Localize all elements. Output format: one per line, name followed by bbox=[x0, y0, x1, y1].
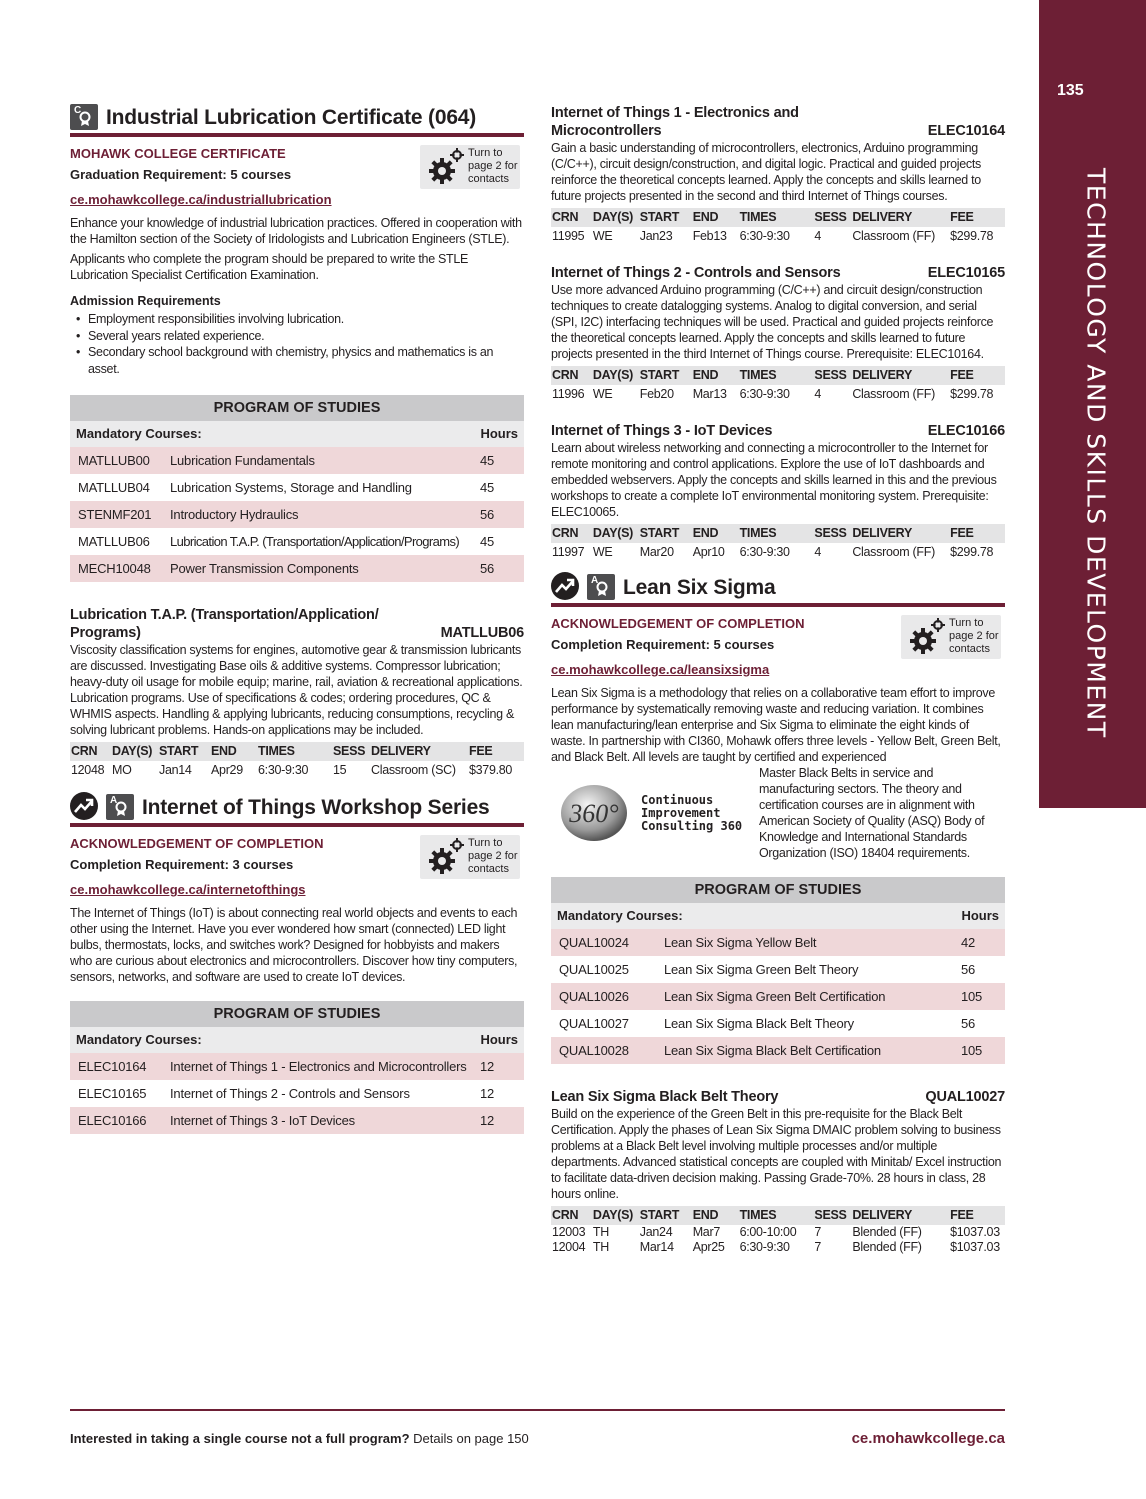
course-description: Gain a basic understanding of microcontrollers, electronics, Arduino programming (C/C++), circuit design/construction, and digital logic. Practical and guided projects reinforce the theoretical concepts learned. Apply the concepts and skills learned to future projects presented in the second and third Internet of Things courses. bbox=[551, 141, 981, 203]
lss-cert-info bbox=[551, 615, 1005, 679]
admission-list bbox=[70, 311, 524, 377]
list-item: • Several years related experience. bbox=[88, 328, 524, 345]
completion-requirement: Completion Requirement: 3 courses bbox=[70, 857, 294, 872]
course-code: QUAL10027 bbox=[925, 1089, 1005, 1105]
table-row: 12003 TH Jan24 Mar7 6:00-10:00 7 Blended (FF) $1037.03 bbox=[552, 1225, 1000, 1239]
contacts-note: Turn to page 2 for contacts bbox=[420, 145, 520, 189]
footer-note: Interested in taking a single course not a full program? Details on page 150 bbox=[70, 1431, 529, 1446]
iot-cert-info bbox=[70, 835, 524, 899]
table-row: MATLLUB00 Lubrication Fundamentals 45 bbox=[70, 447, 524, 474]
list-item: • Employment responsibilities involving lubrication. bbox=[88, 311, 524, 328]
program-of-studies-table bbox=[70, 395, 524, 582]
trending-up-icon bbox=[551, 572, 579, 600]
left-column bbox=[70, 104, 524, 1134]
course-description: Build on the experience of the Green Belt in this pre-requisite for the Black Belt Certification. Apply the phases of Lean Six Sigma DMAIC problem solving to business problems at a Black Belt level involving multiple processes and/or multiple departments. Advanced statistical concepts are coupled with Minitab/ Excel instruction to facilitate data-driven decision making. Passing Grade-70%. 28 hours in class, 28 hours online. bbox=[551, 1107, 1002, 1201]
footer-divider bbox=[70, 1409, 1005, 1411]
course-title: Internet of Things 1 - Electronics and Microcontrollers bbox=[551, 105, 799, 139]
section-title: Industrial Lubrication Certificate (064) bbox=[106, 106, 477, 129]
section-title: Internet of Things Workshop Series bbox=[142, 796, 490, 819]
table-row: QUAL10024 Lean Six Sigma Yellow Belt 42 bbox=[551, 929, 1005, 956]
acknowledgement-badge-icon: A bbox=[106, 794, 134, 820]
list-item: • Secondary school background with chemistry, physics and mathematics is an asset. bbox=[88, 344, 524, 377]
ci360-name: Continuous Improvement Consulting 360 bbox=[641, 792, 743, 833]
schedule-header: CRN DAY(S) START END TIMES SESS DELIVERY FEE bbox=[551, 1206, 1005, 1225]
section-side-title: TECHNOLOGY AND SKILLS DEVELOPMENT bbox=[1081, 168, 1111, 739]
schedule-table bbox=[551, 1206, 1005, 1255]
course-title: Internet of Things 3 - IoT Devices bbox=[551, 423, 773, 439]
certificate-type: MOHAWK COLLEGE CERTIFICATE bbox=[70, 146, 286, 161]
schedule-header: CRN DAY(S) START END TIMES SESS DELIVERY FEE bbox=[551, 208, 1005, 227]
schedule-header: CRN DAY(S) START END TIMES SESS DELIVERY FEE bbox=[551, 524, 1005, 543]
course-iot-2 bbox=[551, 264, 1005, 404]
graduation-requirement: Graduation Requirement: 5 courses bbox=[70, 167, 292, 182]
acknowledgement-badge-icon: A bbox=[587, 574, 615, 600]
course-title: Internet of Things 2 - Controls and Sensors bbox=[551, 265, 841, 281]
program-description: Enhance your knowledge of industrial lubrication practices. Offered in cooperation with the Hamilton section of the Society of Iridologists and Lubrication Engineers (STLE). bbox=[70, 216, 522, 246]
certificate-badge-icon: C bbox=[70, 104, 98, 130]
table-subheader: Mandatory Courses: Hours bbox=[70, 421, 524, 447]
iot-heading bbox=[70, 792, 524, 827]
program-link[interactable]: ce.mohawkcollege.ca/leansixsigma bbox=[551, 662, 770, 677]
table-row: 12004 TH Mar14 Apr25 6:30-9:30 7 Blended (FF) $1037.03 bbox=[552, 1240, 1000, 1254]
right-column bbox=[551, 104, 1005, 1255]
page-number: 135 bbox=[1057, 82, 1084, 99]
lubrication-cert-info bbox=[70, 145, 524, 209]
certificate-type: ACKNOWLEDGEMENT OF COMPLETION bbox=[551, 616, 805, 631]
table-row: QUAL10025 Lean Six Sigma Green Belt Theory 56 bbox=[559, 962, 976, 977]
table-row: 11995 WE Jan23 Feb13 6:30-9:30 4 Classroom (FF) $299.78 bbox=[552, 229, 994, 243]
admission-heading: Admission Requirements bbox=[70, 294, 221, 308]
program-description-2: Master Black Belts in service and manufacturing sectors. The theory and certification courses are in alignment with American Society of Quality (ASQ) Body of Knowledge and International Standards Organization (ISO) 18404 requirements. bbox=[759, 766, 985, 860]
schedule-header: CRN DAY(S) START END TIMES SESS DELIVERY FEE bbox=[551, 366, 1005, 385]
completion-requirement: Completion Requirement: 5 courses bbox=[551, 637, 775, 652]
lss-heading bbox=[551, 572, 1005, 607]
course-code: ELEC10166 bbox=[927, 423, 1005, 439]
table-title: PROGRAM OF STUDIES bbox=[70, 395, 524, 421]
table-title: PROGRAM OF STUDIES bbox=[551, 877, 1005, 903]
certificate-type: ACKNOWLEDGEMENT OF COMPLETION bbox=[70, 836, 324, 851]
course-iot-3 bbox=[551, 422, 1005, 562]
course-code: MATLLUB06 bbox=[440, 625, 524, 641]
ci360-logo bbox=[557, 781, 631, 845]
table-row: QUAL10027 Lean Six Sigma Black Belt Theory 56 bbox=[559, 1016, 976, 1031]
program-description-2: Applicants who complete the program should be prepared to write the STLE Lubrication Specialist Certification Examination. bbox=[70, 252, 469, 282]
course-description: Use more advanced Arduino programming (C/C++) and circuit design/construction techniques to create datalogging systems. Analog to digital conversion, and serial (SPI, I2C) interfacing techniques will be used. Practical and guided projects reinforce the theoretical concepts learned. Apply the concepts and skills learned to future projects presented in the third Internet of Things course. Prerequisite: ELEC10164. bbox=[551, 283, 994, 361]
table-row: ELEC10166 Internet of Things 3 - IoT Devices 12 bbox=[70, 1107, 524, 1134]
table-subheader: Mandatory Courses: Hours bbox=[70, 1027, 524, 1053]
table-row: QUAL10026 Lean Six Sigma Green Belt Certification 105 bbox=[551, 983, 1005, 1010]
table-row: 11997 WE Mar20 Apr10 6:30-9:30 4 Classroom (FF) $299.78 bbox=[552, 545, 994, 559]
program-description: Lean Six Sigma is a methodology that relies on a collaborative team effort to improve performance by systematically removing waste and reducing variation. It combines lean manufacturing/lean enterprise and Six Sigma to eliminate the eight kinds of waste. In partnership with CI360, Mohawk offers three levels - Yellow Belt, Green Belt, and Black Belt. All levels are taught by certified and experienced bbox=[551, 686, 1001, 764]
course-description: Viscosity classification systems for engines, automotive gear & transmission lubricants are discussed. Investigating Base oils & additive systems. Compressor lubrication; heavy-duty oil usage for mobile equip; marine, rail, aviation & recreational applications. Lubrication programs. Use of specifications & codes; ordering procedures, QC & WHMIS aspects. Handling & applying lubricants, reducing consumptions, recycling & solving lubricant problems. Hands-on applications may be included. bbox=[70, 643, 523, 737]
course-code: ELEC10164 bbox=[927, 123, 1005, 139]
svg-text:360°: 360° bbox=[569, 799, 619, 828]
schedule-table bbox=[551, 366, 1005, 404]
table-row: STENMF201 Introductory Hydraulics 56 bbox=[70, 501, 524, 528]
table-row: 12048 MO Jan14 Apr29 6:30-9:30 15 Classroom (SC) $379.80 bbox=[71, 763, 513, 777]
gears-icon bbox=[426, 147, 466, 187]
table-row: ELEC10164 Internet of Things 1 - Electronics and Microcontrollers 12 bbox=[70, 1053, 524, 1080]
program-description: The Internet of Things (IoT) is about connecting real world objects and events to each other using the Internet. Have you ever wondered how smart (connected) LED light bulbs, thermostats, locks, and switches work? Designed for hobbyists and makers who are curious about electronics and microcontrollers. Discover how tiny computers, sensors, networks, and software are used to create IoT devices. bbox=[70, 906, 518, 984]
program-link[interactable]: ce.mohawkcollege.ca/industriallubrication bbox=[70, 192, 332, 207]
course-lss-black-belt-theory bbox=[551, 1088, 1005, 1255]
table-row: QUAL10028 Lean Six Sigma Black Belt Certification 105 bbox=[551, 1037, 1005, 1064]
table-row: MATLLUB04 Lubrication Systems, Storage and Handling 45 bbox=[78, 480, 495, 495]
table-title: PROGRAM OF STUDIES bbox=[70, 1001, 524, 1027]
schedule-table bbox=[551, 208, 1005, 246]
schedule-table bbox=[551, 524, 1005, 562]
table-row: ELEC10165 Internet of Things 2 - Controls and Sensors 12 bbox=[78, 1086, 495, 1101]
schedule-header: CRN DAY(S) START END TIMES SESS DELIVERY FEE bbox=[70, 742, 524, 761]
gears-icon bbox=[426, 837, 466, 877]
section-title: Lean Six Sigma bbox=[623, 576, 776, 599]
gears-icon bbox=[907, 617, 947, 657]
table-row: MECH10048 Power Transmission Components 56 bbox=[70, 555, 524, 582]
footer-website-link[interactable]: ce.mohawkcollege.ca bbox=[851, 1430, 1005, 1447]
course-code: ELEC10165 bbox=[927, 265, 1005, 281]
lubrication-heading bbox=[70, 104, 524, 137]
trending-up-icon bbox=[70, 792, 98, 820]
course-title: Lean Six Sigma Black Belt Theory bbox=[551, 1089, 779, 1105]
schedule-table bbox=[70, 742, 524, 780]
contacts-note: Turn to page 2 for contacts bbox=[901, 615, 1001, 659]
table-subheader: Mandatory Courses: Hours bbox=[551, 903, 1005, 929]
course-description: Learn about wireless networking and connecting a microcontroller to the Internet for remote monitoring and control applications. Explore the use of IoT dashboards and embedded webservers. Apply the concepts and skills learned in this and the previous workshops to create a complete IoT environmental monitoring system. Prerequisite: ELEC10065. bbox=[551, 441, 997, 519]
contacts-note: Turn to page 2 for contacts bbox=[420, 835, 520, 879]
table-row: 11996 WE Feb20 Mar13 6:30-9:30 4 Classroom (FF) $299.78 bbox=[552, 387, 994, 401]
course-iot-1 bbox=[551, 104, 1005, 246]
course-lubrication-tap bbox=[70, 606, 524, 780]
course-title: Lubrication T.A.P. (Transportation/Application/ Programs) bbox=[70, 607, 379, 641]
program-of-studies-table bbox=[551, 877, 1005, 1064]
program-link[interactable]: ce.mohawkcollege.ca/internetofthings bbox=[70, 882, 306, 897]
program-of-studies-table bbox=[70, 1001, 524, 1134]
table-row: MATLLUB06 Lubrication T.A.P. (Transportation/Application/Programs) 45 bbox=[78, 534, 495, 549]
ci360-partner-block bbox=[551, 765, 1005, 861]
